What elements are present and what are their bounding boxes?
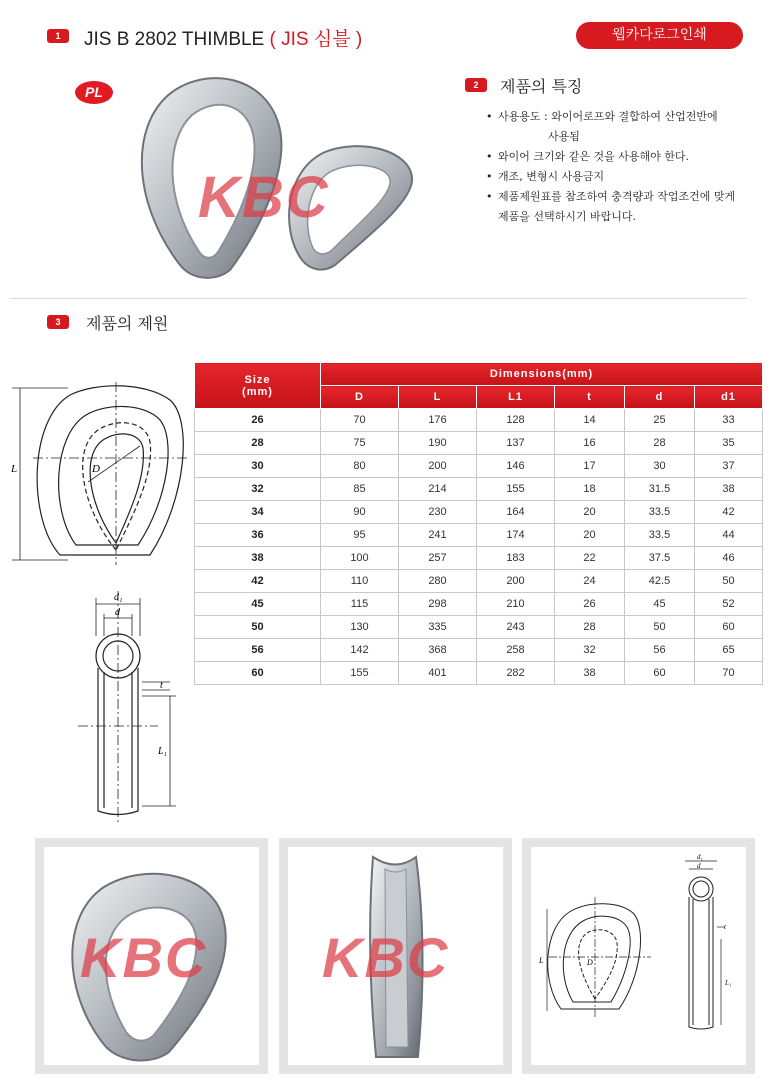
dimension-cell: 20 [555, 501, 625, 524]
dim-label-l1: L₁ [158, 746, 168, 757]
thimble-front-view-drawing [8, 380, 193, 570]
dimension-cell: 26 [555, 593, 625, 616]
dimension-cell: 70 [695, 662, 763, 685]
dimension-cell: 60 [625, 662, 695, 685]
features-list [486, 107, 756, 227]
thimble-drawing-thumbnail [531, 847, 746, 1065]
dim-label-d1: d₁ [114, 592, 123, 603]
web-catalog-print-button[interactable]: 웹카다로그인쇄 [576, 22, 743, 49]
dimension-cell: 200 [477, 570, 555, 593]
size-cell: 38 [195, 547, 321, 570]
size-cell: 45 [195, 593, 321, 616]
table-row [195, 409, 763, 432]
dimension-cell: 85 [321, 478, 399, 501]
dimension-cell: 280 [399, 570, 477, 593]
photo-frame-thimble-side [279, 838, 512, 1074]
dimension-cell: 14 [555, 409, 625, 432]
dimension-cell: 128 [477, 409, 555, 432]
dimension-cell: 28 [555, 616, 625, 639]
dimension-cell: 95 [321, 524, 399, 547]
dimension-cell: 52 [695, 593, 763, 616]
dimension-cell: 282 [477, 662, 555, 685]
dimension-cell: 401 [399, 662, 477, 685]
dimension-cell: 70 [321, 409, 399, 432]
dimension-cell: 258 [477, 639, 555, 662]
dimension-cell: 80 [321, 455, 399, 478]
dimension-cell: 30 [625, 455, 695, 478]
dim-label-t: t [160, 680, 163, 691]
dimension-cell: 174 [477, 524, 555, 547]
dimension-cell: 230 [399, 501, 477, 524]
size-cell: 30 [195, 455, 321, 478]
size-cell: 50 [195, 616, 321, 639]
thumb-label-l1: L₁ [725, 979, 732, 987]
dim-label-l: L [11, 463, 18, 475]
feature-item: • 와이어 크기와 같은 것을 사용해야 한다. [486, 147, 756, 167]
dimension-cell: 32 [555, 639, 625, 662]
dimension-cell: 33.5 [625, 524, 695, 547]
dimension-cell: 164 [477, 501, 555, 524]
dimension-cell: 176 [399, 409, 477, 432]
table-row [195, 501, 763, 524]
dimension-cell: 31.5 [625, 478, 695, 501]
thimble-side-view-drawing [70, 586, 190, 826]
dimension-cell: 142 [321, 639, 399, 662]
kbc-watermark: KBC [80, 926, 208, 989]
title-main: JIS B 2802 THIMBLE [84, 29, 270, 50]
section-divider [10, 298, 747, 299]
dimension-cell: 20 [555, 524, 625, 547]
dimension-cell: 50 [625, 616, 695, 639]
section-number-badge: 2 [465, 78, 487, 92]
dim-label-d: d [115, 607, 120, 618]
dimension-cell: 137 [477, 432, 555, 455]
table-row [195, 455, 763, 478]
table-row [195, 662, 763, 685]
dimension-cell: 200 [399, 455, 477, 478]
dimension-cell: 155 [321, 662, 399, 685]
table-row [195, 616, 763, 639]
dimension-cell: 214 [399, 478, 477, 501]
dimensions-header: Dimensions(mm) [321, 363, 763, 386]
dimension-cell: 33.5 [625, 501, 695, 524]
dimension-cell: 45 [625, 593, 695, 616]
thumb-label-t: t [724, 923, 726, 931]
thumb-label-d1: d₁ [697, 853, 703, 861]
dimension-cell: 22 [555, 547, 625, 570]
size-cell: 28 [195, 432, 321, 455]
size-cell: 60 [195, 662, 321, 685]
dimension-cell: 90 [321, 501, 399, 524]
dimension-cell: 183 [477, 547, 555, 570]
size-cell: 34 [195, 501, 321, 524]
spec-table [194, 362, 763, 685]
dimension-cell: 110 [321, 570, 399, 593]
column-header: L1 [477, 386, 555, 409]
pl-logo: PL [75, 81, 113, 104]
size-header: Size (mm) [195, 363, 321, 409]
dimension-cell: 33 [695, 409, 763, 432]
title-sub: ( JIS 심블 ) [269, 29, 363, 50]
size-cell: 26 [195, 409, 321, 432]
dimension-cell: 65 [695, 639, 763, 662]
table-row [195, 524, 763, 547]
dimension-cell: 37 [695, 455, 763, 478]
features-title: 제품의 특징 [500, 77, 583, 96]
dimension-cell: 335 [399, 616, 477, 639]
table-row [195, 570, 763, 593]
feature-item: • 개조, 변형시 사용금지 [486, 167, 756, 187]
size-cell: 56 [195, 639, 321, 662]
thumb-label-d-small: d [697, 862, 701, 870]
column-header: t [555, 386, 625, 409]
dim-label-d: D [92, 463, 100, 475]
dimension-cell: 17 [555, 455, 625, 478]
dimension-cell: 100 [321, 547, 399, 570]
section-number-badge: 3 [47, 315, 69, 329]
column-header: d [625, 386, 695, 409]
dimension-cell: 38 [555, 662, 625, 685]
dimension-cell: 257 [399, 547, 477, 570]
size-cell: 36 [195, 524, 321, 547]
dimension-cell: 56 [625, 639, 695, 662]
dimension-cell: 146 [477, 455, 555, 478]
thumb-label-l: L [539, 956, 544, 965]
feature-item: • 제품제원표를 참조하여 충격량과 작업조건에 맞게 제품을 선택하시기 바랍니다. [486, 187, 756, 227]
dimension-cell: 38 [695, 478, 763, 501]
dimension-cell: 18 [555, 478, 625, 501]
dimension-cell: 44 [695, 524, 763, 547]
dimension-cell: 35 [695, 432, 763, 455]
photo-frame-thimble [35, 838, 268, 1074]
feature-item: • 사용용도 : 와이어로프와 결합하여 산업전반에 사용됨 [486, 107, 756, 147]
table-row [195, 547, 763, 570]
dimension-cell: 75 [321, 432, 399, 455]
column-header: L [399, 386, 477, 409]
dimension-cell: 155 [477, 478, 555, 501]
page-title [84, 24, 362, 51]
dimension-cell: 16 [555, 432, 625, 455]
dimension-cell: 24 [555, 570, 625, 593]
dimension-cell: 368 [399, 639, 477, 662]
section-number-badge: 1 [47, 29, 69, 43]
dimension-cell: 28 [625, 432, 695, 455]
dimension-cell: 42.5 [625, 570, 695, 593]
size-cell: 32 [195, 478, 321, 501]
dimension-cell: 210 [477, 593, 555, 616]
dimension-cell: 298 [399, 593, 477, 616]
column-header: d1 [695, 386, 763, 409]
dimension-cell: 25 [625, 409, 695, 432]
photo-frame-drawing [522, 838, 755, 1074]
table-row [195, 593, 763, 616]
dimension-cell: 42 [695, 501, 763, 524]
dimension-cell: 130 [321, 616, 399, 639]
kbc-watermark: KBC [198, 165, 330, 230]
column-header: D [321, 386, 399, 409]
table-row [195, 478, 763, 501]
dimension-cell: 115 [321, 593, 399, 616]
specs-title: 제품의 제원 [86, 314, 169, 333]
dimension-cell: 60 [695, 616, 763, 639]
table-row [195, 432, 763, 455]
dimension-cell: 37.5 [625, 547, 695, 570]
thumb-label-d: D [587, 958, 593, 967]
dimension-cell: 46 [695, 547, 763, 570]
dimension-cell: 241 [399, 524, 477, 547]
dimension-cell: 190 [399, 432, 477, 455]
kbc-watermark: KBC [322, 926, 450, 989]
dimension-cell: 243 [477, 616, 555, 639]
table-row [195, 639, 763, 662]
dimension-cell: 50 [695, 570, 763, 593]
size-cell: 42 [195, 570, 321, 593]
